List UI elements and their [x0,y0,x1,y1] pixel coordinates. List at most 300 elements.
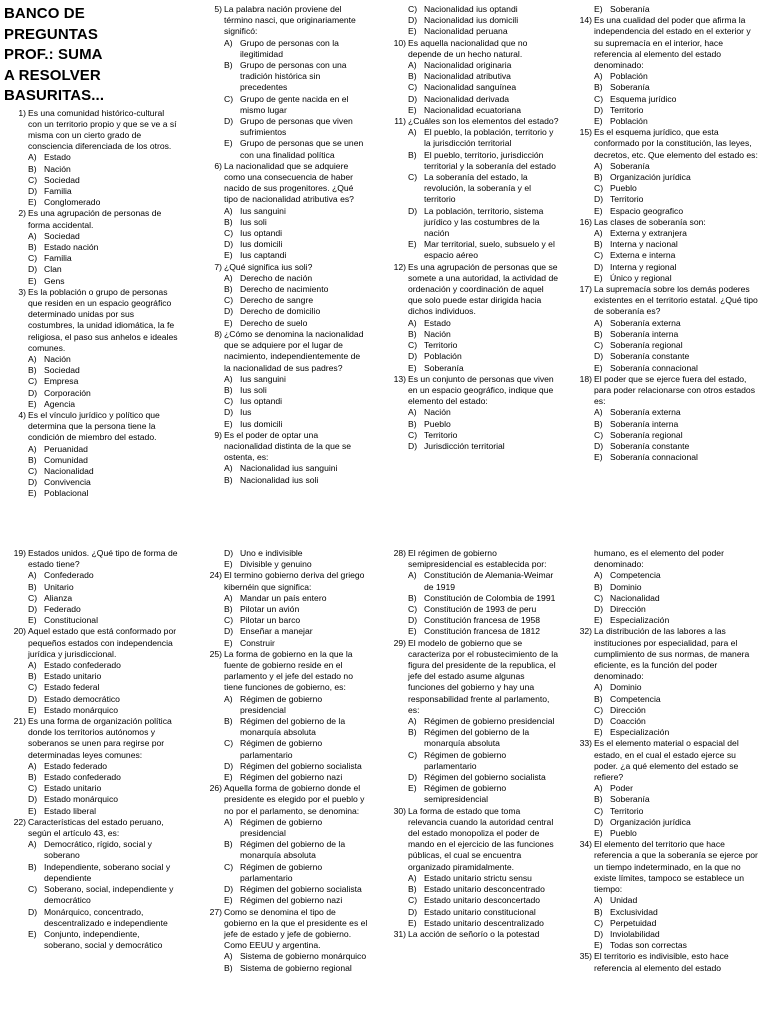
option-text: Enseñar a manejar [240,626,313,637]
question-block [570,374,760,464]
question-prompt: Es el vínculo jurídico y político que determina que la persona tiene la condición de miembro del estado. [28,409,160,443]
answer-option [408,727,560,749]
answer-option [594,615,760,626]
option-letter: C) [28,174,38,185]
question-block [570,4,760,15]
question-text [4,208,180,230]
question-prompt: ¿Cuáles son los elementos del estado? [408,116,559,127]
column-4-top [570,4,760,463]
answer-option [224,38,368,60]
question-text [4,287,180,354]
option-text: Nación [44,353,71,364]
answer-option [594,907,760,918]
option-letter: E) [594,828,603,839]
question-text [4,548,180,570]
option-text: Confederado [44,570,94,581]
option-text: Estado federado [44,760,108,771]
question-number: 15) [579,127,592,138]
question-prompt: Es aquella nacionalidad que no depende de un hecho natural. [408,37,528,59]
option-letter: A) [224,272,233,283]
answer-option [28,604,180,615]
answer-option [224,604,368,615]
option-text: Estado federal [44,682,100,693]
option-letter: A) [594,317,603,328]
question-prompt: El elemento del territorio que hace referencia a que la soberanía se ejerce por un tiempo indeterminado, en la que no existe límites, tampoco se establece un tiempo: [594,839,758,895]
option-text: Comunidad [44,454,88,465]
question-prompt: Como se denomina el tipo de gobierno en la que el presidente es el jefe de estado y jefe de gobierno. Como EEUU y argentina. [224,906,368,951]
column-3-bottom [384,548,560,940]
option-text: Estado confederado [44,772,121,783]
answer-option [224,306,368,317]
question-prompt: La supremacía sobre los demás poderes existentes en el territorio estatal. ¿Qué tipo de soberanía es? [594,284,758,317]
answer-options [384,716,560,806]
answer-option [408,71,560,82]
answer-option [594,194,760,205]
answer-options [384,570,560,637]
option-letter: B) [408,592,417,603]
question-number: 24) [209,570,222,581]
option-letter: C) [28,253,38,264]
answer-option [28,783,180,794]
option-text: Régimen de gobierno parlamentario [240,861,323,883]
question-number: 35) [579,951,592,962]
answer-options [570,783,760,839]
answer-option [594,828,760,839]
option-text: Nacionalidad [44,466,94,476]
answer-option [28,660,180,671]
option-text: Convivencia [44,477,91,488]
option-letter: A) [594,407,603,418]
option-text: Constitución de Colombia de 1991 [424,592,556,603]
option-text: Nacionalidad [610,592,660,603]
answer-option [594,806,760,817]
option-text: Dominio [610,581,642,592]
option-letter: C) [594,429,604,440]
option-text: Nacionalidad peruana [424,26,508,37]
option-text: Estado [424,317,451,328]
option-text: Pueblo [610,828,637,839]
question-number: 13) [393,373,406,384]
answer-option [224,419,368,430]
answer-option [594,262,760,273]
option-text: Poder [610,783,633,794]
question-block [200,262,368,329]
option-text: Nacionalidad atributiva [424,71,511,82]
answer-option [224,407,368,418]
question-prompt: El modelo de gobierno que se caracteriza por el robustecimiento de la figura del presidente de la republica, el jefe del estado asume algunas funciones del gobierno y hay una responsabilidad frente al parlamento, es: [408,637,558,715]
answer-option [408,26,560,37]
answer-option [28,365,180,376]
option-text: Inviolabilidad [610,928,660,939]
question-block [200,4,368,161]
page-title [4,4,180,107]
answer-option [594,940,760,951]
question-text [200,329,368,374]
option-letter: D) [408,906,418,917]
answer-option [594,783,760,794]
answer-option [594,363,760,374]
answer-option [408,873,560,884]
answer-option [28,399,180,410]
question-prompt: Es una cualidad del poder que afirma la independencia del estado en el exterior y su supremacía en el interior, hace referencia al elemento del estado denominado: [594,15,751,71]
question-block [4,287,180,410]
answer-option [408,441,560,452]
question-block [200,430,368,486]
option-text: Estado liberal [44,805,97,816]
question-text [200,4,368,38]
option-letter: C) [224,861,234,872]
option-letter: C) [594,592,604,603]
column-1-top [4,4,180,500]
answer-options [4,660,180,716]
question-prompt: El poder que se ejerce fuera del estado, para poder relacionarse con otros estados es: [594,373,755,407]
question-text [4,716,180,761]
option-letter: D) [224,116,234,127]
option-text: Uno e indivisible [240,548,303,558]
answer-option [28,794,180,805]
question-prompt: Las clases de soberanía son: [594,216,706,227]
question-text [384,638,560,716]
column-1-bottom [4,548,180,951]
answer-option [28,907,180,929]
option-text: Ius soli [240,216,267,227]
question-prompt: Es una comunidad histórico-cultural con un territorio propio y que se ve a sí misma con un cierto grado de consciencia diferenciada de los otros. [28,107,177,152]
answer-option [28,862,180,884]
option-letter: D) [594,604,604,615]
answer-option [224,559,368,570]
option-letter: A) [28,760,37,771]
question-text [200,430,368,464]
answer-option [28,929,180,951]
option-text: Estado unitario descentralizado [424,917,544,928]
option-text: Nacionalidad ecuatoriana [424,104,521,115]
answer-options [200,463,368,485]
answer-option [594,105,760,116]
answer-option [408,593,560,604]
answer-options [384,318,560,374]
answer-options [200,548,368,570]
option-letter: C) [408,749,418,760]
answer-option [594,82,760,93]
option-letter: B) [224,839,233,850]
option-text: Nacionalidad originaria [424,60,512,71]
answer-option [594,682,760,693]
option-letter: A) [594,71,603,82]
option-letter: D) [28,604,38,615]
option-letter: B) [594,172,603,183]
option-text: Ius sanguini [240,373,286,384]
answer-option [224,839,368,861]
answer-option [408,363,560,374]
option-text: Régimen del gobierno nazi [240,772,343,783]
answer-options [570,4,760,15]
option-letter: C) [28,592,38,603]
answer-option [594,430,760,441]
option-text: Territorio [610,104,644,115]
answer-option [408,918,560,929]
question-number: 19) [13,548,26,558]
option-text: Población [610,116,648,127]
question-text [200,907,368,952]
option-text: Estado unitario constitucional [424,906,536,917]
answer-option [594,206,760,217]
option-text: Constitución francesa de 1812 [424,626,541,637]
answer-option [408,750,560,772]
answer-option [224,463,368,474]
option-letter: D) [28,693,38,704]
answer-options [384,873,560,929]
question-text [570,626,760,682]
option-letter: C) [594,704,604,715]
question-prompt: La nacionalidad que se adquiere como una consecuencia de haber nacido de sus progenitores. ¿Qué tipo de nacionalidad atributiva es? [224,160,354,205]
option-text: Constitución de 1993 de peru [424,604,537,615]
answer-option [224,951,368,962]
answer-option [28,570,180,581]
option-text: Unitario [44,581,74,592]
question-list [4,108,180,500]
answer-option [594,407,760,418]
option-letter: A) [408,570,417,581]
question-number: 29) [393,637,406,648]
option-letter: B) [408,884,417,895]
option-text: Nacionalidad ius soli [240,474,319,485]
question-number: 34) [579,839,592,850]
question-text [570,548,760,570]
answer-option [594,340,760,351]
question-prompt: ¿Qué significa ius soli? [224,261,313,272]
question-list [384,4,560,452]
answer-options [384,407,560,452]
option-letter: E) [224,250,233,261]
option-text: Estado unitario [44,783,102,794]
option-letter: C) [408,429,418,440]
option-letter: C) [28,682,38,693]
option-letter: C) [408,82,418,93]
option-text: Régimen del gobierno de la monarquía absoluta [240,716,346,738]
option-text: Régimen de gobierno presidencial [240,693,323,715]
option-text: Interna y nacional [610,239,678,250]
question-number: 31) [393,928,406,939]
option-text: Dirección [610,604,646,615]
answer-option [224,284,368,295]
question-block [384,638,560,806]
option-letter: A) [594,895,603,906]
option-letter: C) [224,295,234,306]
answer-option [28,488,180,499]
option-letter: A) [28,152,37,163]
option-letter: E) [28,275,37,286]
option-letter: A) [28,839,37,850]
question-block [384,929,560,940]
option-text: Nacionalidad ius domicili [424,15,519,26]
question-block [200,570,368,648]
question-number: 5) [214,4,222,14]
question-block [200,329,368,430]
question-prompt: El territorio es indivisible, esto hace referencia al elemento del estado [594,951,729,973]
question-number: 21) [13,716,26,727]
option-letter: D) [28,794,38,805]
answer-options [570,407,760,463]
question-prompt: Es una agrupación de personas de forma accidental. [28,208,162,230]
answer-option [28,388,180,399]
answer-option [594,895,760,906]
option-letter: B) [224,604,233,615]
answer-option [28,444,180,455]
option-text: Soberanía constante [610,351,690,362]
option-letter: E) [224,772,233,783]
question-text [384,116,560,127]
option-text: Familia [44,185,72,196]
question-list [200,548,368,974]
question-block [570,217,760,284]
option-text: Competencia [610,693,661,704]
answer-option [594,604,760,615]
option-text: Estado monárquico [44,704,119,715]
option-text: Externa e interna [610,250,676,261]
question-text [384,262,560,318]
option-letter: E) [224,317,233,328]
option-text: Pueblo [610,183,637,194]
column-4-bottom [570,548,760,974]
option-text: Sociedad [44,230,80,241]
question-prompt: Aquel estado que está conformado por pequeños estados con independencia jurídica y jurisdiccional. [28,626,177,659]
answer-option [224,895,368,906]
answer-option [28,164,180,175]
answer-option [224,385,368,396]
answer-option [28,264,180,275]
option-text: Sistema de gobierno regional [240,962,352,973]
option-text: Régimen de gobierno semipresidencial [424,783,507,805]
option-text: Unidad [610,895,638,906]
answer-options [570,318,760,374]
answer-option [408,419,560,430]
answer-option [28,152,180,163]
column-2-bottom [200,548,368,974]
answer-option [408,615,560,626]
question-prompt: La acción de señorío o la potestad [408,928,540,939]
option-letter: C) [594,917,604,928]
option-letter: B) [408,149,417,160]
answer-option [594,273,760,284]
option-text: Nacionalidad derivada [424,93,510,104]
question-number: 18) [579,373,592,384]
option-letter: C) [224,396,234,407]
option-letter: B) [28,454,37,465]
option-letter: D) [594,104,604,115]
option-letter: B) [224,384,233,395]
answer-option [28,197,180,208]
option-text: Todas son correctas [610,940,687,951]
option-letter: C) [224,615,234,626]
question-number: 16) [579,216,592,227]
answer-option [28,694,180,705]
option-letter: A) [408,407,417,418]
option-text: Soberanía externa [610,407,681,418]
option-text: Soberanía [610,794,650,805]
question-block [4,410,180,500]
option-letter: A) [594,228,603,239]
option-text: Territorio [610,194,644,205]
question-text [384,806,560,873]
option-letter: E) [408,917,417,928]
answer-option [408,772,560,783]
option-text: Estado unitario desconcertado [424,895,541,906]
answer-option [224,250,368,261]
question-prompt: Es el poder de optar una nacionalidad distinta de la que se ostenta, es: [224,429,352,463]
option-letter: E) [408,362,417,373]
question-block [4,817,180,951]
answer-option [28,175,180,186]
question-prompt: Es el elemento material o espacial del estado, en el cual el estado ejerce su poder. ¿a qué elemento del estado se refiere? [594,738,739,783]
option-text: Nación [424,407,451,418]
question-block [384,374,560,452]
question-block [570,15,760,127]
question-text [200,570,368,592]
option-letter: D) [408,93,418,104]
question-number: 7) [214,261,222,272]
option-text: Régimen del gobierno socialista [240,760,362,771]
answer-option [594,929,760,940]
option-letter: E) [408,239,417,250]
question-block [384,806,560,929]
answer-options [570,228,760,284]
answer-option [28,806,180,817]
question-prompt: La forma de gobierno en la que la fuente de gobierno reside en el parlamento y el jefe del estado no tiene funciones de gobierno, es: [224,648,353,693]
option-letter: D) [594,928,604,939]
answer-options [4,444,180,500]
option-text: Territorio [424,429,458,440]
option-text: Democrático, rígido, social y soberano [44,839,152,861]
option-letter: A) [594,160,603,171]
answer-option [224,963,368,974]
option-letter: E) [594,940,603,951]
answer-option [594,4,760,15]
answer-option [28,253,180,264]
answer-option [408,4,560,15]
option-text: Especialización [610,727,670,738]
option-text: Empresa [44,376,79,387]
answer-options [384,127,560,261]
option-text: Ius soli [240,384,267,395]
answer-option [28,242,180,253]
answer-option [594,705,760,716]
answer-option [28,772,180,783]
option-letter: A) [224,37,233,48]
question-number: 33) [579,738,592,749]
question-prompt: El termino gobierno deriva del griego kibernéin que significa: [224,570,365,592]
option-letter: E) [28,928,37,939]
question-block [570,951,760,973]
option-letter: E) [28,398,37,409]
option-text: Grupo de gente nacida en el mismo lugar [240,93,349,115]
answer-option [594,452,760,463]
answer-option [224,475,368,486]
title-line-3: A RESOLVER BASURITAS... [4,66,105,104]
option-text: Soberanía constante [610,440,690,451]
answer-option [594,94,760,105]
option-text: Pueblo [424,418,451,429]
option-letter: E) [224,418,233,429]
answer-option [224,884,368,895]
option-text: Soberanía [610,160,650,171]
option-letter: D) [594,261,604,272]
question-block [200,907,368,974]
answer-option [224,60,368,94]
option-letter: A) [224,951,233,962]
option-text: Conglomerado [44,197,101,208]
answer-option [408,604,560,615]
option-letter: C) [28,783,38,794]
